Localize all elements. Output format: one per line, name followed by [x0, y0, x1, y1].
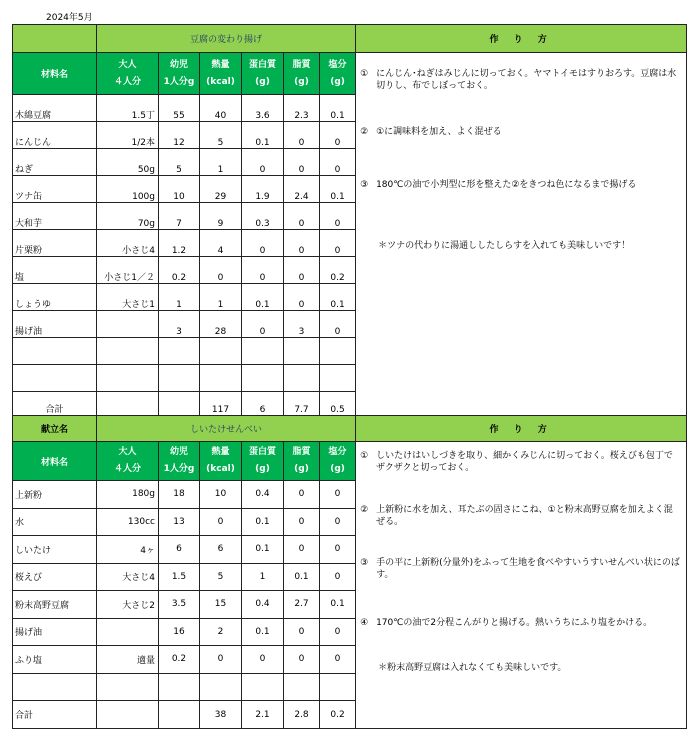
ingredient-child: 6: [159, 536, 200, 564]
method-step: [360, 617, 680, 629]
recipe-sheet: [12, 24, 686, 725]
ingredient-protein: 0: [242, 311, 284, 338]
ingredient-name: [13, 365, 97, 392]
ingredient-energy: 5: [200, 563, 242, 591]
recipe1-header-child: [159, 53, 200, 95]
ingredient-energy: 1: [200, 149, 242, 176]
recipe2-header-fat: [284, 442, 320, 481]
ingredient-energy: [200, 365, 242, 392]
method-step: [360, 126, 680, 138]
recipe1-header-protein: [242, 53, 284, 95]
recipe2-header-protein-line1: 蛋白質: [248, 447, 276, 457]
ingredient-name: 粉末高野豆腐: [13, 591, 97, 619]
ingredient-child: 13: [159, 508, 200, 536]
ingredient-energy: 15: [200, 591, 242, 619]
step-text: にんじん･ねぎはみじんに切っておく。ヤマトイモはすりおろす。豆腐は水切りし、布でしぼっておく。: [376, 69, 677, 91]
recipe1-header-energy: [200, 53, 242, 95]
ingredient-salt: 0: [320, 311, 356, 338]
recipe1-header-energy-line1: 熱量: [211, 59, 230, 70]
ingredient-child: 55: [159, 95, 200, 122]
ingredient-child: 1.5: [159, 563, 200, 591]
recipe1-title: 豆腐の変わり揚げ: [97, 25, 356, 53]
ingredient-fat: 0: [284, 536, 320, 564]
ingredient-child: 18: [159, 481, 200, 509]
ingredient-protein: 0: [242, 257, 284, 284]
ingredient-energy: 28: [200, 311, 242, 338]
total-salt: 0.5: [320, 392, 356, 416]
ingredient-child: 1: [159, 284, 200, 311]
ingredient-name: ふり塩: [13, 646, 97, 674]
ingredient-protein: 0: [242, 646, 284, 674]
recipe2-header-fat-line1: 脂質: [292, 447, 311, 457]
ingredient-protein: [242, 673, 284, 701]
recipe1-header-protein-line1: 蛋白質: [248, 59, 276, 70]
ingredient-protein: 1: [242, 563, 284, 591]
ingredient-protein: 0.1: [242, 536, 284, 564]
step-text: ①に調味料を加え、よく混ぜる: [376, 127, 502, 137]
ingredient-energy: 0: [200, 257, 242, 284]
ingredient-adult: 小さじ1／２: [97, 257, 159, 284]
ingredient-adult: 130cc: [97, 508, 159, 536]
recipe1-method-steps: [356, 53, 687, 416]
recipe2-header-adult-line1: 大人: [118, 447, 137, 457]
ingredient-protein: 1.9: [242, 176, 284, 203]
ingredient-energy: 9: [200, 203, 242, 230]
ingredient-name: しいたけ: [13, 536, 97, 564]
recipe2-header-salt-line1: 塩分: [328, 447, 347, 457]
ingredient-name: にんじん: [13, 122, 97, 149]
method-step: [360, 450, 680, 474]
recipe1-header-salt-line2: (g): [330, 76, 345, 87]
ingredient-salt: 0.1: [320, 176, 356, 203]
total-salt: 0.2: [320, 701, 356, 729]
recipe2-menu-label-cell: 献立名: [13, 416, 97, 442]
ingredient-child: 5: [159, 149, 200, 176]
total-child: [159, 701, 200, 729]
method-step: [360, 504, 680, 528]
total-energy: 117: [200, 392, 242, 416]
recipe1-header-adult-line2: ４人分: [113, 76, 141, 87]
ingredient-name: ツナ缶: [13, 176, 97, 203]
recipe2-header-protein-line2: (g): [255, 464, 270, 474]
ingredient-child: 3: [159, 311, 200, 338]
ingredient-fat: 0: [284, 149, 320, 176]
recipe2-method-header: 作 り 方: [356, 416, 687, 442]
ingredient-adult: [97, 311, 159, 338]
recipe1-header-child-line1: 幼児: [169, 59, 188, 70]
ingredient-protein: 0.1: [242, 618, 284, 646]
ingredient-energy: [200, 673, 242, 701]
ingredient-fat: 0: [284, 122, 320, 149]
ingredient-energy: 0: [200, 646, 242, 674]
recipe1-header-fat-line1: 脂質: [292, 59, 311, 70]
ingredient-adult: 大さじ4: [97, 563, 159, 591]
ingredient-adult: 4ヶ: [97, 536, 159, 564]
recipe1-header-child-line2: 1人分g: [163, 76, 195, 87]
recipe1-header-adult: [97, 53, 159, 95]
ingredient-fat: [284, 338, 320, 365]
total-adult: [97, 392, 159, 416]
ingredient-fat: [284, 365, 320, 392]
ingredient-name: 水: [13, 508, 97, 536]
recipe2-method-steps: [356, 442, 687, 729]
ingredient-salt: [320, 673, 356, 701]
ingredient-fat: 0: [284, 203, 320, 230]
ingredient-energy: [200, 338, 242, 365]
ingredient-child: 7: [159, 203, 200, 230]
ingredient-adult: 100g: [97, 176, 159, 203]
recipe2-header-energy-line1: 熱量: [211, 447, 230, 457]
ingredient-child: 1.2: [159, 230, 200, 257]
ingredient-fat: 0: [284, 481, 320, 509]
step-text: しいたけはいしづきを取り、細かくみじんに切っておく。桜えびも包丁でザクザクと切っておく。: [376, 451, 673, 473]
total-fat: 2.8: [284, 701, 320, 729]
recipe2-header-adult-line2: ４人分: [113, 464, 141, 474]
ingredient-fat: 0: [284, 508, 320, 536]
ingredient-fat: 0: [284, 646, 320, 674]
total-adult: [97, 701, 159, 729]
ingredient-name: 桜えび: [13, 563, 97, 591]
ingredient-child: 12: [159, 122, 200, 149]
recipe2-note: ＊粉末高野豆腐は入れなくても美味しいです。: [378, 663, 567, 673]
ingredient-salt: [320, 338, 356, 365]
recipe1-header-energy-line2: (kcal): [206, 76, 235, 87]
ingredient-salt: 0: [320, 508, 356, 536]
recipe2-header-fat-line2: (g): [294, 464, 309, 474]
step-number: ②: [360, 505, 369, 515]
total-child: [159, 392, 200, 416]
ingredient-energy: 10: [200, 481, 242, 509]
ingredient-salt: 0.1: [320, 284, 356, 311]
ingredient-adult: 1/2本: [97, 122, 159, 149]
recipe2-header-child-line2: 1人分g: [163, 464, 195, 474]
ingredient-salt: 0: [320, 481, 356, 509]
ingredient-salt: 0.2: [320, 257, 356, 284]
ingredient-child: 16: [159, 618, 200, 646]
recipe2-title: しいたけせんべい: [97, 416, 356, 442]
recipe1-header-protein-line2: (g): [255, 76, 270, 87]
ingredient-salt: 0.1: [320, 95, 356, 122]
ingredient-energy: 4: [200, 230, 242, 257]
ingredient-fat: 0: [284, 230, 320, 257]
recipe1-menu-label-cell: [13, 25, 97, 53]
recipe1-header-salt: [320, 53, 356, 95]
ingredient-salt: 0: [320, 618, 356, 646]
ingredient-fat: [284, 673, 320, 701]
ingredient-adult: 1.5丁: [97, 95, 159, 122]
ingredient-fat: 0: [284, 618, 320, 646]
ingredient-fat: 3: [284, 311, 320, 338]
date-label: 2024年5月: [46, 13, 93, 23]
ingredient-salt: 0: [320, 149, 356, 176]
ingredient-energy: 5: [200, 122, 242, 149]
ingredient-child: 10: [159, 176, 200, 203]
ingredient-adult: 大さじ2: [97, 591, 159, 619]
ingredient-name: 塩: [13, 257, 97, 284]
ingredient-energy: 2: [200, 618, 242, 646]
ingredient-adult: [97, 618, 159, 646]
step-text: 170℃の油で2分程こんがりと揚げる。熱いうちにふり塩をかける。: [376, 618, 653, 628]
ingredient-name: 揚げ油: [13, 618, 97, 646]
ingredient-fat: 0: [284, 257, 320, 284]
ingredient-name: 揚げ油: [13, 311, 97, 338]
recipe-table: [12, 24, 687, 729]
step-text: 180℃の油で小判型に形を整えた②をきつね色になるまで揚げる: [376, 180, 637, 190]
ingredient-protein: 0: [242, 230, 284, 257]
ingredient-adult: 小さじ4: [97, 230, 159, 257]
ingredient-child: [159, 365, 200, 392]
total-energy: 38: [200, 701, 242, 729]
ingredient-name: 上新粉: [13, 481, 97, 509]
ingredient-child: [159, 338, 200, 365]
step-number: ③: [360, 558, 369, 568]
ingredient-salt: 0: [320, 122, 356, 149]
ingredient-name: [13, 338, 97, 365]
ingredient-salt: 0: [320, 646, 356, 674]
ingredient-salt: 0: [320, 230, 356, 257]
ingredient-protein: [242, 365, 284, 392]
method-step: [360, 179, 680, 191]
recipe1-header-adult-line1: 大人: [118, 59, 137, 70]
ingredient-energy: 29: [200, 176, 242, 203]
ingredient-energy: 0: [200, 508, 242, 536]
step-number: ③: [360, 180, 369, 190]
ingredient-salt: 0: [320, 563, 356, 591]
ingredient-adult: 70g: [97, 203, 159, 230]
ingredient-name: 木綿豆腐: [13, 95, 97, 122]
ingredient-protein: 0.3: [242, 203, 284, 230]
recipe2-header-energy-line2: (kcal): [206, 464, 235, 474]
ingredient-child: 0.2: [159, 257, 200, 284]
ingredient-salt: 0.1: [320, 591, 356, 619]
ingredient-energy: 1: [200, 284, 242, 311]
ingredient-adult: [97, 338, 159, 365]
ingredient-child: 3.5: [159, 591, 200, 619]
ingredient-child: 0.2: [159, 646, 200, 674]
method-step: [360, 557, 680, 581]
total-fat: 7.7: [284, 392, 320, 416]
ingredient-protein: 3.6: [242, 95, 284, 122]
ingredient-energy: 40: [200, 95, 242, 122]
ingredient-name: しょうゆ: [13, 284, 97, 311]
ingredient-protein: 0: [242, 149, 284, 176]
step-number: ②: [360, 127, 369, 137]
ingredient-salt: 0: [320, 536, 356, 564]
ingredient-fat: 0: [284, 284, 320, 311]
total-protein: 2.1: [242, 701, 284, 729]
total-label: 合計: [13, 701, 97, 729]
recipe2-header-child: [159, 442, 200, 481]
ingredient-name: 片栗粉: [13, 230, 97, 257]
recipe1-header-fat-line2: (g): [294, 76, 309, 87]
ingredient-adult: [97, 673, 159, 701]
ingredient-salt: [320, 365, 356, 392]
recipe1-method-header: 作 り 方: [356, 25, 687, 53]
ingredient-protein: 0.4: [242, 591, 284, 619]
ingredient-child: [159, 673, 200, 701]
ingredient-protein: 0.1: [242, 122, 284, 149]
recipe2-header-protein: [242, 442, 284, 481]
recipe1-header-ingredient: 材料名: [13, 53, 97, 95]
recipe2-header-adult: [97, 442, 159, 481]
recipe1-header-salt-line1: 塩分: [328, 59, 347, 70]
ingredient-fat: 2.4: [284, 176, 320, 203]
ingredient-protein: 0.1: [242, 284, 284, 311]
recipe2-header-child-line1: 幼児: [169, 447, 188, 457]
total-protein: 6: [242, 392, 284, 416]
recipe1-note: ＊ツナの代わりに湯通ししたしらすを入れても美味しいです！: [378, 241, 631, 251]
ingredient-energy: 6: [200, 536, 242, 564]
ingredient-fat: 2.3: [284, 95, 320, 122]
ingredient-name: ねぎ: [13, 149, 97, 176]
ingredient-fat: 2.7: [284, 591, 320, 619]
ingredient-adult: 適量: [97, 646, 159, 674]
step-text: 上新粉に水を加え、耳たぶの固さにこね、①と粉末高野豆腐を加えよく混ぜる。: [376, 505, 673, 527]
total-label: 合計: [13, 392, 97, 416]
ingredient-adult: 大さじ1: [97, 284, 159, 311]
ingredient-protein: [242, 338, 284, 365]
ingredient-name: [13, 673, 97, 701]
ingredient-protein: 0.4: [242, 481, 284, 509]
recipe2-header-salt-line2: (g): [330, 464, 345, 474]
ingredient-adult: 50g: [97, 149, 159, 176]
step-number: ①: [360, 451, 369, 461]
ingredient-adult: [97, 365, 159, 392]
method-step: [360, 68, 680, 92]
recipe2-header-salt: [320, 442, 356, 481]
ingredient-protein: 0.1: [242, 508, 284, 536]
recipe1-header-fat: [284, 53, 320, 95]
ingredient-adult: 180g: [97, 481, 159, 509]
ingredient-salt: 0: [320, 203, 356, 230]
recipe2-header-energy: [200, 442, 242, 481]
recipe2-header-ingredient: 材料名: [13, 442, 97, 481]
step-text: 手の平に上新粉(分量外)をふって生地を食べやすいうすいせんべい状にのばす。: [376, 558, 680, 580]
ingredient-fat: 0.1: [284, 563, 320, 591]
step-number: ①: [360, 69, 369, 79]
ingredient-name: 大和芋: [13, 203, 97, 230]
step-number: ④: [360, 618, 369, 628]
